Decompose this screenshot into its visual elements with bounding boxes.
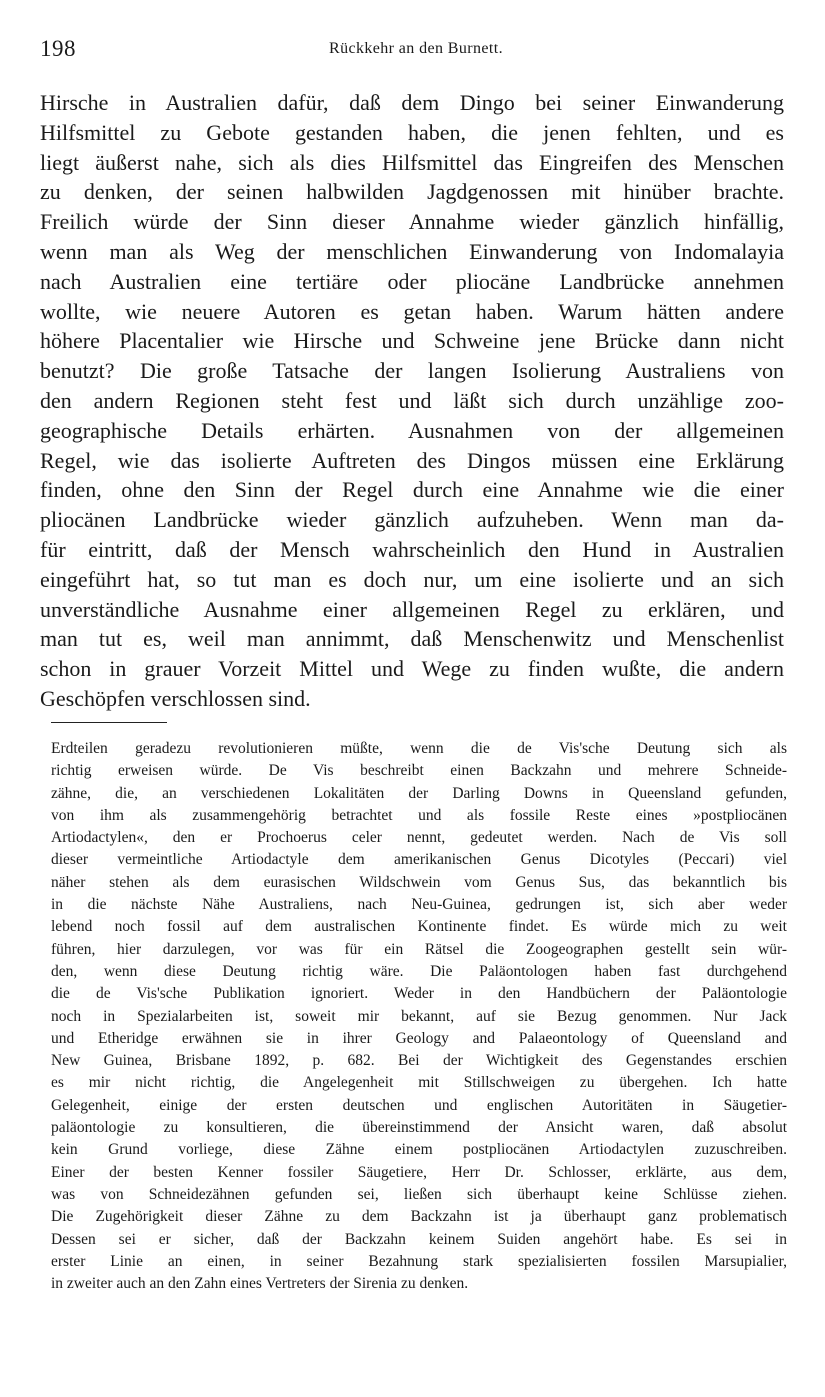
main-text-line: benutzt? Die große Tatsache der langen Isolierung Australiens von	[40, 358, 784, 384]
main-text-line: Regel, wie das isolierte Auftreten des Dingos müssen eine Erklärung	[40, 447, 784, 473]
footnote-line: noch in Spezialarbeiten ist, soweit mir bekannt, auf sie Bezug genommen. Nur Jack	[51, 1007, 787, 1025]
main-text-line: Freilich würde der Sinn dieser Annahme wieder gänzlich hinfällig,	[40, 209, 784, 235]
main-text-line: höhere Placentalier wie Hirsche und Schweine jene Brücke dann nicht	[40, 328, 784, 354]
footnote-line: lebend noch fossil auf dem australischen Kontinente findet. Es würde mich zu weit	[51, 918, 787, 936]
footnote-line: die de Vis'sche Publikation ignoriert. Weder in den Handbüchern der Paläontologie	[51, 985, 787, 1003]
main-text-line: Geschöpfen verschlossen sind.	[40, 685, 311, 711]
footnote-block	[51, 738, 787, 1295]
footnote-line: und Etheridge erwähnen sie in ihrer Geology and Palaeontology of Queensland and	[51, 1029, 787, 1047]
footnote-line: richtig erweisen würde. De Vis beschreibt einen Backzahn und mehrere Schneide-	[51, 762, 787, 780]
footnote-line: erster Linie an einen, in seiner Bezahnung stark spezialisierten fossilen Marsupialier,	[51, 1252, 787, 1270]
footnote-line: von ihm als zusammengehörig betrachtet und als fossile Reste eines »postpliocänen	[51, 806, 787, 824]
main-text-line: Hilfsmittel zu Gebote gestanden haben, die jenen fehlten, und es	[40, 119, 784, 145]
footnote-line: New Guinea, Brisbane 1892, p. 682. Bei der Wichtigkeit des Gegenstandes erschien	[51, 1052, 787, 1070]
main-text-line: geographische Details erhärten. Ausnahmen von der allgemeinen	[40, 417, 784, 443]
main-text-line: den andern Regionen steht fest und läßt sich durch unzählige zoo-	[40, 387, 784, 413]
footnote-line: den, wenn diese Deutung richtig wäre. Die Paläontologen haben fast durchgehend	[51, 962, 787, 980]
footnote-line: was von Schneidezähnen gefunden sei, ließen sich überhaupt keine Schlüsse ziehen.	[51, 1185, 787, 1203]
footnote-line: paläontologie zu konsultieren, die übereinstimmend der Ansicht waren, daß absolut	[51, 1119, 787, 1137]
footnote-line: näher stehen als dem eurasischen Wildschwein vom Genus Sus, das bekanntlich bis	[51, 873, 787, 891]
main-text-line: eingeführt hat, so tut man es doch nur, um eine isolierte und an sich	[40, 566, 784, 592]
footnote-line: in zweiter auch an den Zahn eines Vertreters der Sirenia zu denken.	[51, 1275, 469, 1293]
footnote-line: es mir nicht richtig, die Angelegenheit mit Stillschweigen zu übergehen. Ich hatte	[51, 1074, 787, 1092]
main-text-line: pliocänen Landbrücke wieder gänzlich aufzuheben. Wenn man da-	[40, 507, 784, 533]
main-text-line: man tut es, weil man annimmt, daß Menschenwitz und Menschenlist	[40, 626, 784, 652]
footnote-line: führen, hier darzulegen, vor was für ein Rätsel die Zoogeographen gestellt sein wür-	[51, 940, 787, 958]
footnote-line: zähne, die, an verschiedenen Lokalitäten der Darling Downs in Queensland gefunden,	[51, 784, 787, 802]
main-text-line: für eintritt, daß der Mensch wahrscheinlich den Hund in Australien	[40, 536, 784, 562]
main-text-line: wenn man als Weg der menschlichen Einwanderung von Indomalayia	[40, 238, 784, 264]
footnote-line: Die Zugehörigkeit dieser Zähne zu dem Backzahn ist ja überhaupt ganz problematisch	[51, 1208, 787, 1226]
page-number: 198	[40, 36, 76, 61]
page-header	[40, 36, 792, 66]
footnote-line: in die nächste Nähe Australiens, nach Neu-Guinea, gedrungen ist, sich aber weder	[51, 896, 787, 914]
main-text-line: unverständliche Ausnahme einer allgemeinen Regel zu erklären, und	[40, 596, 784, 622]
main-text-line: liegt äußerst nahe, sich als dies Hilfsmittel das Eingreifen des Menschen	[40, 149, 784, 175]
footnote-separator	[51, 722, 167, 723]
footnote-line: Erdteilen geradezu revolutionieren müßte, wenn die de Vis'sche Deutung sich als	[51, 740, 787, 757]
main-text-line: nach Australien eine tertiäre oder pliocäne Landbrücke annehmen	[40, 268, 784, 294]
footnote-line: Einer der besten Kenner fossiler Säugetiere, Herr Dr. Schlosser, erklärte, aus dem,	[51, 1163, 787, 1181]
footnote-line: kein Grund vorliege, diese Zähne einem postpliocänen Artiodactylen zuzuschreiben.	[51, 1141, 787, 1159]
main-text-line: finden, ohne den Sinn der Regel durch eine Annahme wie die einer	[40, 477, 784, 503]
running-title: Rückkehr an den Burnett.	[329, 40, 503, 57]
main-text-line: zu denken, der seinen halbwilden Jagdgenossen mit hinüber brachte.	[40, 179, 784, 205]
main-text-block	[40, 88, 784, 714]
main-text-line: schon in grauer Vorzeit Mittel und Wege zu finden wußte, die andern	[40, 656, 784, 682]
footnote-line: Dessen sei er sicher, daß der Backzahn keinem Suiden angehört habe. Es sei in	[51, 1230, 787, 1248]
footnote-line: Artiodactylen«, den er Prochoerus celer nennt, gedeutet werden. Nach de Vis soll	[51, 829, 787, 847]
main-text-line: Hirsche in Australien dafür, daß dem Dingo bei seiner Einwanderung	[40, 90, 784, 115]
main-text-line: wollte, wie neuere Autoren es getan haben. Warum hätten andere	[40, 298, 784, 324]
footnote-line: Gelegenheit, einige der ersten deutschen und englischen Autoritäten in Säugetier-	[51, 1096, 787, 1114]
footnote-line: dieser vermeintliche Artiodactyle dem amerikanischen Genus Dicotyles (Peccari) viel	[51, 851, 787, 869]
